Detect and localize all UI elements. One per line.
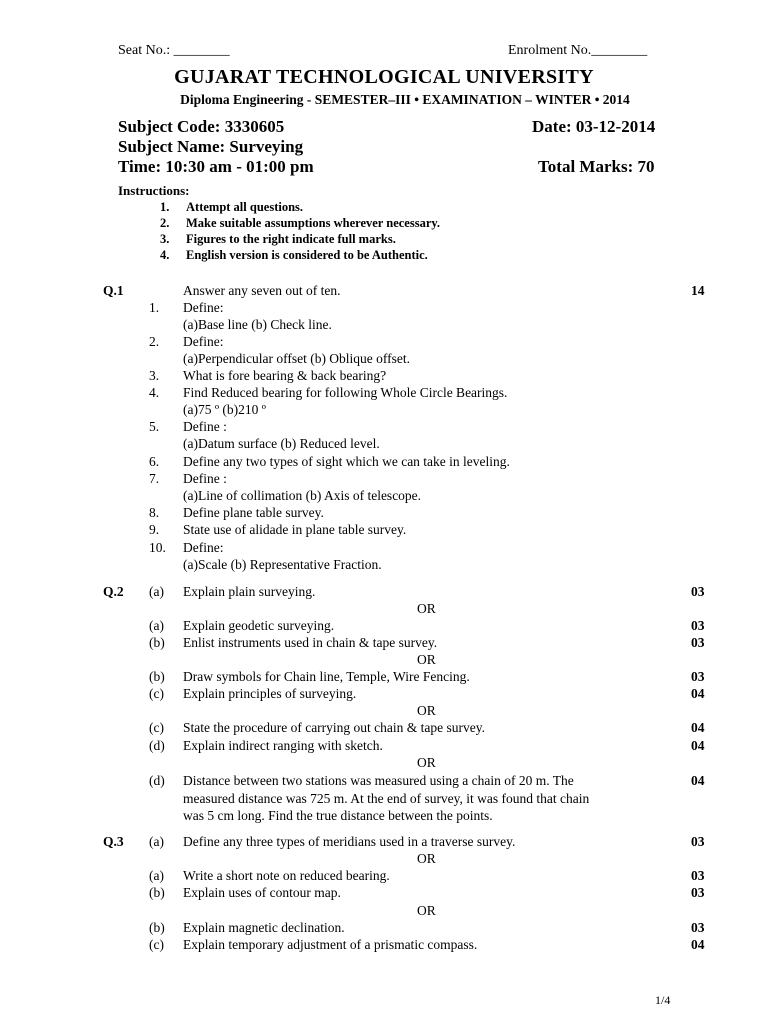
question-row: [0, 791, 768, 808]
sub-question-label: 10.: [149, 540, 166, 555]
question-text: Enlist instruments used in chain & tape survey.: [183, 635, 438, 650]
question-row: [0, 334, 768, 351]
marks: 04: [691, 738, 705, 753]
question-row: [0, 920, 768, 937]
question-row: [0, 834, 768, 851]
question-text: Define plane table survey.: [183, 505, 324, 520]
marks: 03: [691, 834, 705, 849]
or-separator-row: [0, 703, 768, 720]
or-label: OR: [417, 703, 436, 718]
question-text: (a)Datum surface (b) Reduced level.: [183, 436, 380, 451]
enrolment-number-field: Enrolment No.________: [508, 43, 648, 58]
sub-question-label: (d): [149, 738, 165, 753]
question-text: (a)Perpendicular offset (b) Oblique offset.: [183, 351, 411, 366]
sub-question-label: (d): [149, 773, 165, 788]
question-row: [0, 540, 768, 557]
question-text: (a)Scale (b) Representative Fraction.: [183, 557, 382, 572]
total-marks: Total Marks: 70: [538, 157, 655, 176]
or-label: OR: [417, 903, 436, 918]
sub-question-label: (b): [149, 885, 165, 900]
question-number: Q.1: [103, 283, 124, 298]
question-text: Define:: [183, 334, 224, 349]
question-row: [0, 419, 768, 436]
question-text: State use of alidade in plane table survey.: [183, 522, 407, 537]
sub-question-label: 7.: [149, 471, 160, 486]
question-row: [0, 402, 768, 419]
question-text: Draw symbols for Chain line, Temple, Wire Fencing.: [183, 669, 470, 684]
sub-question-label: (b): [149, 669, 165, 684]
marks: 04: [691, 720, 705, 735]
question-row: [0, 773, 768, 790]
question-text: Explain magnetic declination.: [183, 920, 345, 935]
or-label: OR: [417, 652, 436, 667]
question-row: [0, 505, 768, 522]
question-text: Explain geodetic surveying.: [183, 618, 335, 633]
question-text: (a)75 º (b)210 º: [183, 402, 266, 417]
question-row: [0, 300, 768, 317]
marks: 04: [691, 937, 705, 952]
instruction-item: [160, 248, 428, 263]
question-text: (a)Line of collimation (b) Axis of telescope.: [183, 488, 422, 503]
question-row: [0, 669, 768, 686]
or-separator-row: [0, 652, 768, 669]
sub-question-label: (a): [149, 618, 164, 633]
sub-question-label: 5.: [149, 419, 160, 434]
instruction-number: 2.: [160, 216, 170, 230]
exam-date: Date: 03-12-2014: [532, 117, 656, 136]
or-label: OR: [417, 851, 436, 866]
instruction-text: Make suitable assumptions wherever necessary.: [186, 216, 441, 230]
question-text: Distance between two stations was measured using a chain of 20 m. The: [183, 773, 574, 788]
question-row: [0, 454, 768, 471]
question-text: Define :: [183, 419, 227, 434]
sub-question-label: (a): [149, 834, 164, 849]
question-row: [0, 584, 768, 601]
page-number: 1/4: [655, 993, 671, 1007]
sub-question-label: 8.: [149, 505, 160, 520]
question-row: [0, 522, 768, 539]
marks: 04: [691, 686, 705, 701]
sub-question-label: (c): [149, 686, 164, 701]
or-separator-row: [0, 755, 768, 772]
or-separator-row: [0, 601, 768, 618]
sub-question-label: (b): [149, 920, 165, 935]
question-text: Find Reduced bearing for following Whole Circle Bearings.: [183, 385, 508, 400]
marks: 14: [691, 283, 705, 298]
question-row: [0, 368, 768, 385]
question-text: Explain plain surveying.: [183, 584, 316, 599]
instructions-title: Instructions:: [118, 183, 190, 198]
instruction-number: 4.: [160, 248, 170, 262]
question-row: [0, 351, 768, 368]
marks: 03: [691, 635, 705, 650]
question-text: Explain indirect ranging with sketch.: [183, 738, 383, 753]
question-text: Write a short note on reduced bearing.: [183, 868, 390, 883]
sub-question-label: 4.: [149, 385, 160, 400]
question-row: [0, 488, 768, 505]
or-separator-row: [0, 851, 768, 868]
question-row: [0, 618, 768, 635]
sub-question-label: (a): [149, 584, 164, 599]
question-row: [0, 385, 768, 402]
question-row: [0, 937, 768, 954]
question-text: What is fore bearing & back bearing?: [183, 368, 387, 383]
instruction-text: Attempt all questions.: [186, 200, 304, 214]
question-text: Explain uses of contour map.: [183, 885, 341, 900]
question-row: [0, 471, 768, 488]
sub-question-label: 6.: [149, 454, 160, 469]
marks: 03: [691, 584, 705, 599]
sub-question-label: 9.: [149, 522, 160, 537]
question-number: Q.2: [103, 584, 124, 599]
sub-question-label: (b): [149, 635, 165, 650]
exam-time: Time: 10:30 am - 01:00 pm: [118, 157, 314, 176]
subject-code: Subject Code: 3330605: [118, 117, 285, 136]
question-row: [0, 635, 768, 652]
marks: 03: [691, 868, 705, 883]
marks: 03: [691, 669, 705, 684]
question-text: Explain principles of surveying.: [183, 686, 357, 701]
university-title: GUJARAT TECHNOLOGICAL UNIVERSITY: [174, 66, 594, 88]
marks: 04: [691, 773, 705, 788]
sub-question-label: 3.: [149, 368, 160, 383]
question-text: Define :: [183, 471, 227, 486]
question-row: [0, 317, 768, 334]
question-text: Define:: [183, 540, 224, 555]
question-row: [0, 738, 768, 755]
question-text: Define any two types of sight which we can take in leveling.: [183, 454, 510, 469]
marks: 03: [691, 885, 705, 900]
question-row: [0, 436, 768, 453]
marks: 03: [691, 920, 705, 935]
question-text: was 5 cm long. Find the true distance between the points.: [183, 808, 493, 823]
sub-question-label: 1.: [149, 300, 160, 315]
or-label: OR: [417, 601, 436, 616]
exam-line: Diploma Engineering - SEMESTER–III • EXAMINATION – WINTER • 2014: [180, 92, 630, 107]
instruction-item: [160, 232, 396, 247]
question-text: State the procedure of carrying out chain & tape survey.: [183, 720, 486, 735]
sub-question-label: (c): [149, 937, 164, 952]
instruction-item: [160, 216, 440, 231]
instruction-number: 1.: [160, 200, 170, 214]
question-text: (a)Base line (b) Check line.: [183, 317, 332, 332]
question-text: Define:: [183, 300, 224, 315]
question-number: Q.3: [103, 834, 124, 849]
instruction-number: 3.: [160, 232, 170, 246]
sub-question-label: (c): [149, 720, 164, 735]
question-row: [0, 686, 768, 703]
marks: 03: [691, 618, 705, 633]
or-label: OR: [417, 755, 436, 770]
question-row: [0, 720, 768, 737]
sub-question-label: (a): [149, 868, 164, 883]
question-text: Explain temporary adjustment of a prismatic compass.: [183, 937, 478, 952]
subject-name: Subject Name: Surveying: [118, 137, 304, 156]
question-text: Answer any seven out of ten.: [183, 283, 341, 298]
seat-number-field: Seat No.: ________: [118, 43, 230, 58]
instruction-item: [160, 200, 303, 215]
question-row: [0, 885, 768, 902]
question-row: [0, 808, 768, 825]
or-separator-row: [0, 903, 768, 920]
question-text: Define any three types of meridians used in a traverse survey.: [183, 834, 516, 849]
instruction-text: Figures to the right indicate full marks.: [186, 232, 396, 246]
question-row: [0, 283, 768, 300]
instruction-text: English version is considered to be Authentic.: [186, 248, 428, 262]
sub-question-label: 2.: [149, 334, 160, 349]
question-row: [0, 868, 768, 885]
question-row: [0, 557, 768, 574]
question-text: measured distance was 725 m. At the end of survey, it was found that chain: [183, 791, 590, 806]
